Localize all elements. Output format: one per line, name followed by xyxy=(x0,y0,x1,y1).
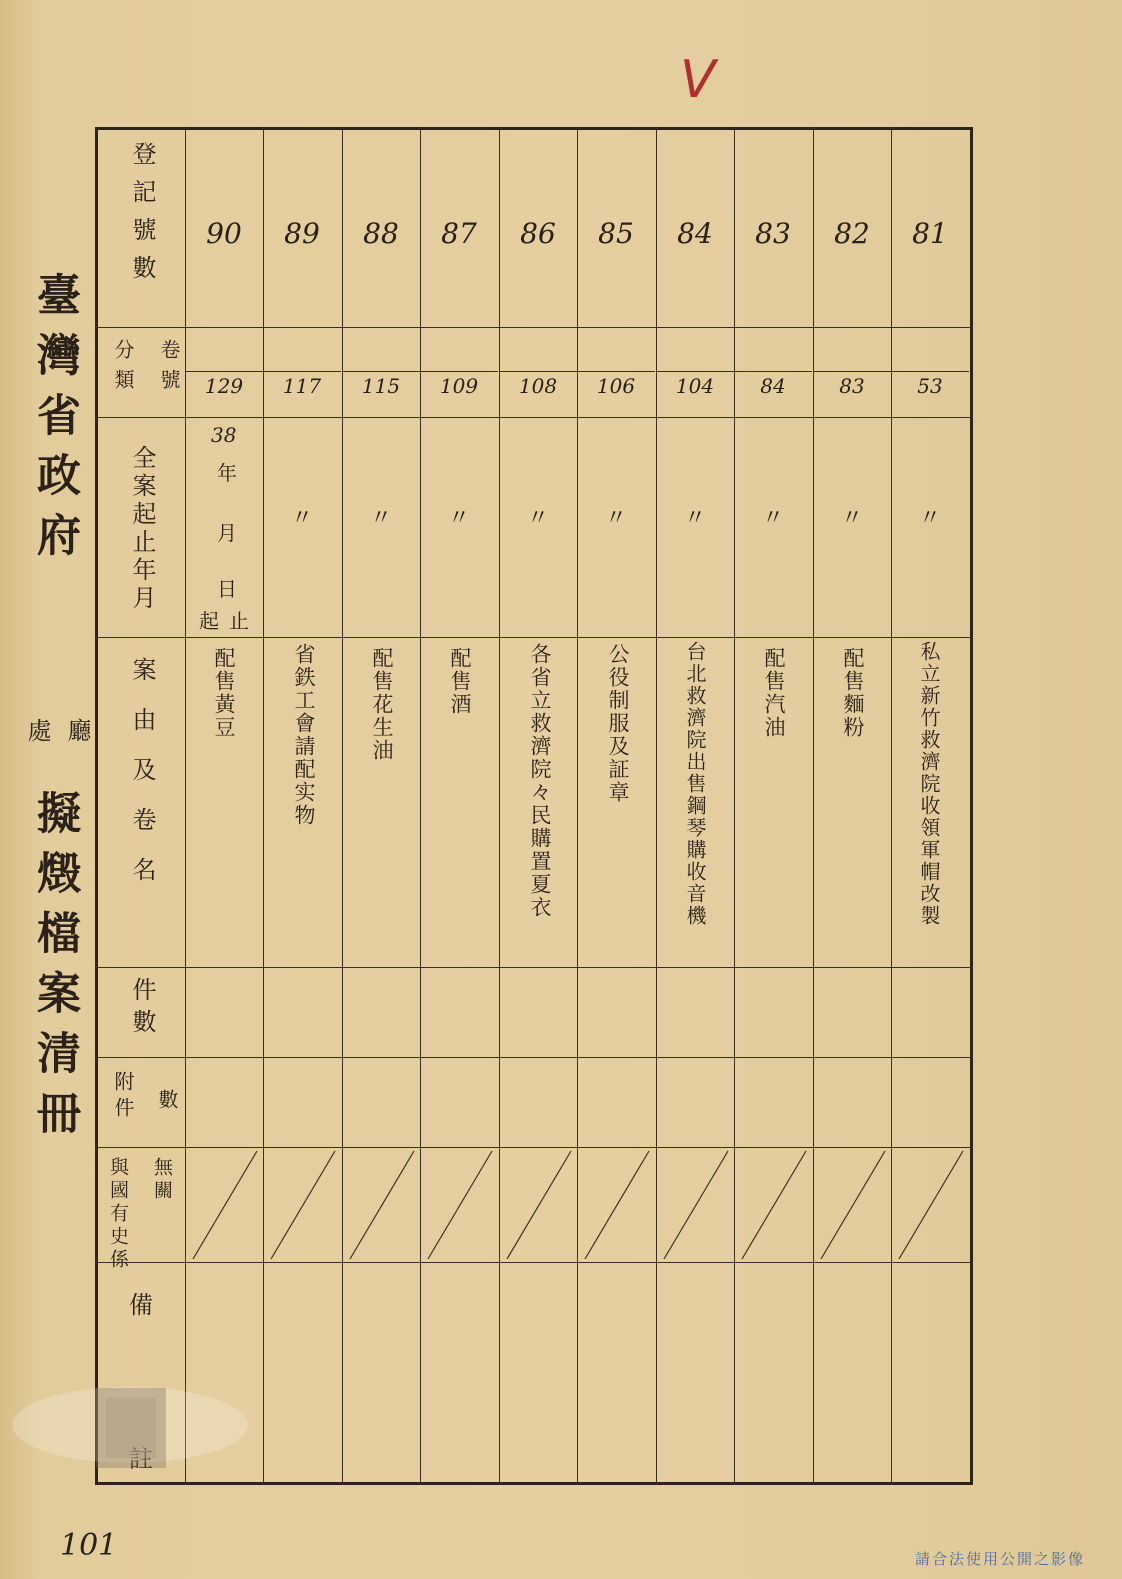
strike-line xyxy=(507,1151,571,1259)
class-number: 84 xyxy=(734,371,812,398)
reg-number: 84 xyxy=(677,217,713,250)
records-table xyxy=(95,127,973,1485)
office-label: 處 xyxy=(23,718,51,746)
class-number: 108 xyxy=(499,371,577,398)
header-category: 分類 xyxy=(111,339,135,399)
class-number: 115 xyxy=(342,371,420,398)
header-vol-no: 卷號 xyxy=(157,339,181,399)
check-mark: V xyxy=(680,50,716,110)
usage-notice: 請合法使用公開之影像 xyxy=(915,1550,1086,1568)
page-number: 101 xyxy=(60,1528,118,1563)
header-subject: 案由及卷名 xyxy=(128,657,156,907)
strike-line xyxy=(271,1151,335,1259)
reg-number: 81 xyxy=(912,217,948,250)
reg-number: 88 xyxy=(363,217,399,250)
strike-line xyxy=(193,1151,257,1259)
ditto-mark: 〃 xyxy=(604,506,627,531)
subject-text: 台北救濟院出售鋼琴購收音機 xyxy=(683,641,707,927)
archive-watermark-icon xyxy=(10,1370,250,1490)
ditto-mark: 〃 xyxy=(840,506,863,531)
ditto-mark: 〃 xyxy=(918,506,941,531)
subject-text: 配售黃豆 xyxy=(212,647,236,739)
reg-number: 86 xyxy=(520,217,556,250)
reg-number: 82 xyxy=(834,217,870,250)
header-count: 件數 xyxy=(128,977,156,1041)
subject-text: 配售麵粉 xyxy=(841,647,865,739)
document-title: 臺灣省政府 xyxy=(29,272,80,572)
reg-number: 83 xyxy=(755,217,791,250)
class-number: 53 xyxy=(891,371,969,398)
class-number: 83 xyxy=(813,371,891,398)
subject-text: 私立新竹救濟院收領軍帽改製 xyxy=(917,641,941,927)
ditto-mark: 〃 xyxy=(761,506,784,531)
class-number: 117 xyxy=(263,371,341,398)
strike-line xyxy=(664,1151,728,1259)
period-day-char: 日 xyxy=(217,577,237,601)
subject-text: 配售花生油 xyxy=(370,647,394,762)
header-attach: 附件 xyxy=(111,1071,135,1123)
subject-text: 各省立救濟院々民購置夏衣 xyxy=(528,643,552,919)
subject-text: 配售汽油 xyxy=(762,647,786,739)
subject-text: 省鉄工會請配实物 xyxy=(292,643,316,827)
header-attach-count: 數 xyxy=(155,1089,179,1109)
strike-line xyxy=(821,1151,885,1259)
strike-line xyxy=(742,1151,806,1259)
class-number: 104 xyxy=(656,371,734,398)
reg-number: 90 xyxy=(206,217,242,250)
reg-number: 85 xyxy=(598,217,634,250)
header-remarks-end: 註 xyxy=(129,1445,153,1473)
strike-line xyxy=(899,1151,963,1259)
header-history-a: 無關 xyxy=(151,1157,173,1203)
ditto-mark: 〃 xyxy=(683,506,706,531)
ditto-mark: 〃 xyxy=(290,506,313,531)
period-start-char: 起 xyxy=(199,609,219,633)
header-period: 全案起止年月 xyxy=(128,445,156,613)
ditto-mark: 〃 xyxy=(369,506,392,531)
header-reg-no: 登記號數 xyxy=(128,141,156,293)
strike-line xyxy=(350,1151,414,1259)
reg-number: 87 xyxy=(441,217,477,250)
ditto-mark: 〃 xyxy=(526,506,549,531)
header-remarks: 備 xyxy=(129,1291,153,1319)
header-history-b: 與國有史係 xyxy=(107,1157,129,1272)
class-number: 106 xyxy=(577,371,655,398)
class-number: 109 xyxy=(420,371,498,398)
reg-number: 89 xyxy=(284,217,320,250)
ditto-mark: 〃 xyxy=(447,506,470,531)
document-subtitle: 擬燬檔案清冊 xyxy=(29,790,80,1150)
subject-text: 公役制服及証章 xyxy=(606,643,630,804)
period-year: 38 xyxy=(211,423,237,447)
department-label: 廳 xyxy=(63,718,91,746)
class-number: 129 xyxy=(185,371,263,398)
subject-text: 配售酒 xyxy=(448,647,472,716)
period-year-char: 年 xyxy=(217,461,237,485)
strike-line xyxy=(585,1151,649,1259)
period-month-char: 月 xyxy=(217,521,237,545)
period-end-char: 止 xyxy=(229,609,249,633)
history-strike-lines xyxy=(95,127,973,1485)
strike-line xyxy=(428,1151,492,1259)
